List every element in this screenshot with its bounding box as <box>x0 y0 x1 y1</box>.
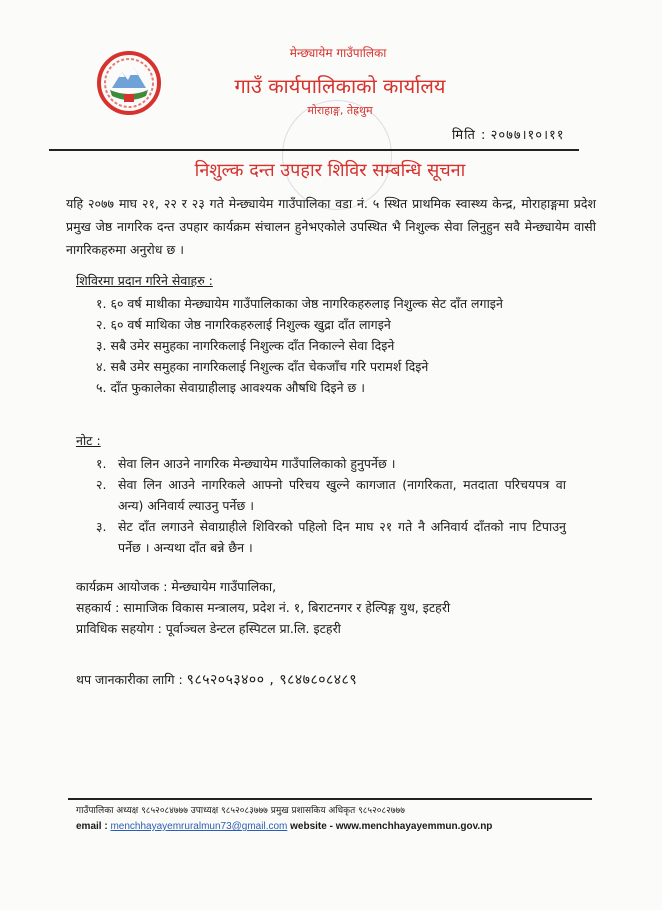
header-divider <box>49 149 579 151</box>
services-heading: शिविरमा प्रदान गरिने सेवाहरु : <box>76 273 213 288</box>
notice-title: निशुल्क दन्त उपहार शिविर सम्बन्धि सूचना <box>194 160 466 181</box>
note-number: १. <box>96 456 107 471</box>
contact-numbers: ९८५२०५३४०० , ९८४७८०८४८९ <box>186 672 358 688</box>
email-link[interactable]: menchhayayemruralmun73@gmail.com <box>110 821 288 832</box>
list-item: ३. सबै उमेर समुहका नागरिकलाई निशुल्क दाँत निकाल्ने सेवा दिइने <box>96 338 395 353</box>
list-item: ५. दाँत फुकालेका सेवाग्राहीलाइ आवश्यक औषधि दिइने छ । <box>96 380 365 395</box>
credits <box>76 576 450 639</box>
services-list <box>96 293 606 398</box>
office-address: मोराहाङ्ग, तेह्रथुम <box>307 104 373 117</box>
list-item <box>96 516 566 558</box>
note-text: सेवा लिन आउने नागरिक मेन्छ्यायेम गाउँपालिकाको हुनुपर्नेछ । <box>118 456 396 471</box>
date-line <box>452 125 565 143</box>
date-label: मिति : <box>452 128 487 143</box>
list-item <box>96 453 566 474</box>
note-text: सेट दाँत लगाउने सेवाग्राहीले शिविरको पहिलो दिन माघ २१ गते नै अनिवार्य दाँतको नाप टिपाउनु पर्नेछ । अन्यथा दाँत बन्ने छैन । <box>118 519 566 555</box>
email-label: email : <box>76 821 108 832</box>
note-number: ३. <box>96 519 107 534</box>
contact-line <box>76 670 357 689</box>
date-value: २०७७।१०।११ <box>490 128 565 143</box>
note-heading: नोट : <box>76 433 101 448</box>
list-item: ४. सबै उमेर समुहका नागरिकलाई निशुल्क दाँत चेकजाँच गरि परामर्श दिइने <box>96 359 429 374</box>
list-item: १. ६० वर्ष माथीका मेन्छ्यायेम गाउँपालिकाका जेष्ठ नागरिकहरुलाइ निशुल्क सेट दाँत लगाइने <box>96 296 503 311</box>
notice-intro: यहि २०७७ माघ २१, २२ र २३ गते मेन्छ्यायेम गाउँपालिका वडा नं. ५ स्थित प्राथमिक स्वास्थ्य केन्द्र, मोराहाङ्गमा प्रदेश प्रमुख जेष्ठ नागरिक दन्त उपहार कार्यक्रम संचालन हुनेभएकोले उपस्थित भै निशुल्क सेवा लिनुहुन सवै मेन्छ्यायेम वासी नागरिकहरुमा अनुरोध छ । <box>66 196 596 257</box>
footer-contact <box>76 821 492 832</box>
notes-list <box>96 453 566 558</box>
office-name: गाउँ कार्यपालिकाको कार्यालय <box>234 74 446 98</box>
nepal-emblem-icon <box>96 50 162 116</box>
municipality-name: मेन्छ्यायेम गाउँपालिका <box>289 46 387 60</box>
organizer-line: कार्यक्रम आयोजक : मेन्छ्यायेम गाउँपालिका, <box>76 579 277 594</box>
partner-line: सहकार्य : सामाजिक विकास मन्त्रालय, प्रदेश नं. १, बिराटनगर र हेल्पिङ्ग युथ, इटहरी <box>76 600 451 615</box>
officials-contacts: गाउँपालिका अध्यक्ष ९८५२०८४७७७ उपाध्यक्ष ९८५२०८३७७७ प्रमुख प्रशासकिय अधिकृत ९८५२०८२७७७ <box>76 806 405 816</box>
website-link[interactable]: www.menchhayayemmun.gov.np <box>335 821 493 832</box>
list-item: २. ६० वर्ष माथिका जेष्ठ नागरिकहरुलाई निशुल्क खुद्रा दाँत लागइने <box>96 317 391 332</box>
website-label: website - <box>290 821 333 832</box>
contact-label: थप जानकारीका लागि : <box>76 672 183 687</box>
note-number: २. <box>96 477 107 492</box>
note-text: सेवा लिन आउने नागरिकले आफ्नो परिचय खुल्ने कागजात (नागरिकता, मतदाता परिचयपत्र वा अन्य) अनिवार्य ल्याउनु पर्नेछ । <box>118 477 566 513</box>
footer-divider <box>68 798 592 800</box>
technical-support-line: प्राविधिक सहयोग : पूर्वाञ्चल डेन्टल हस्पिटल प्रा.लि. इटहरी <box>76 621 341 636</box>
list-item <box>96 474 566 516</box>
